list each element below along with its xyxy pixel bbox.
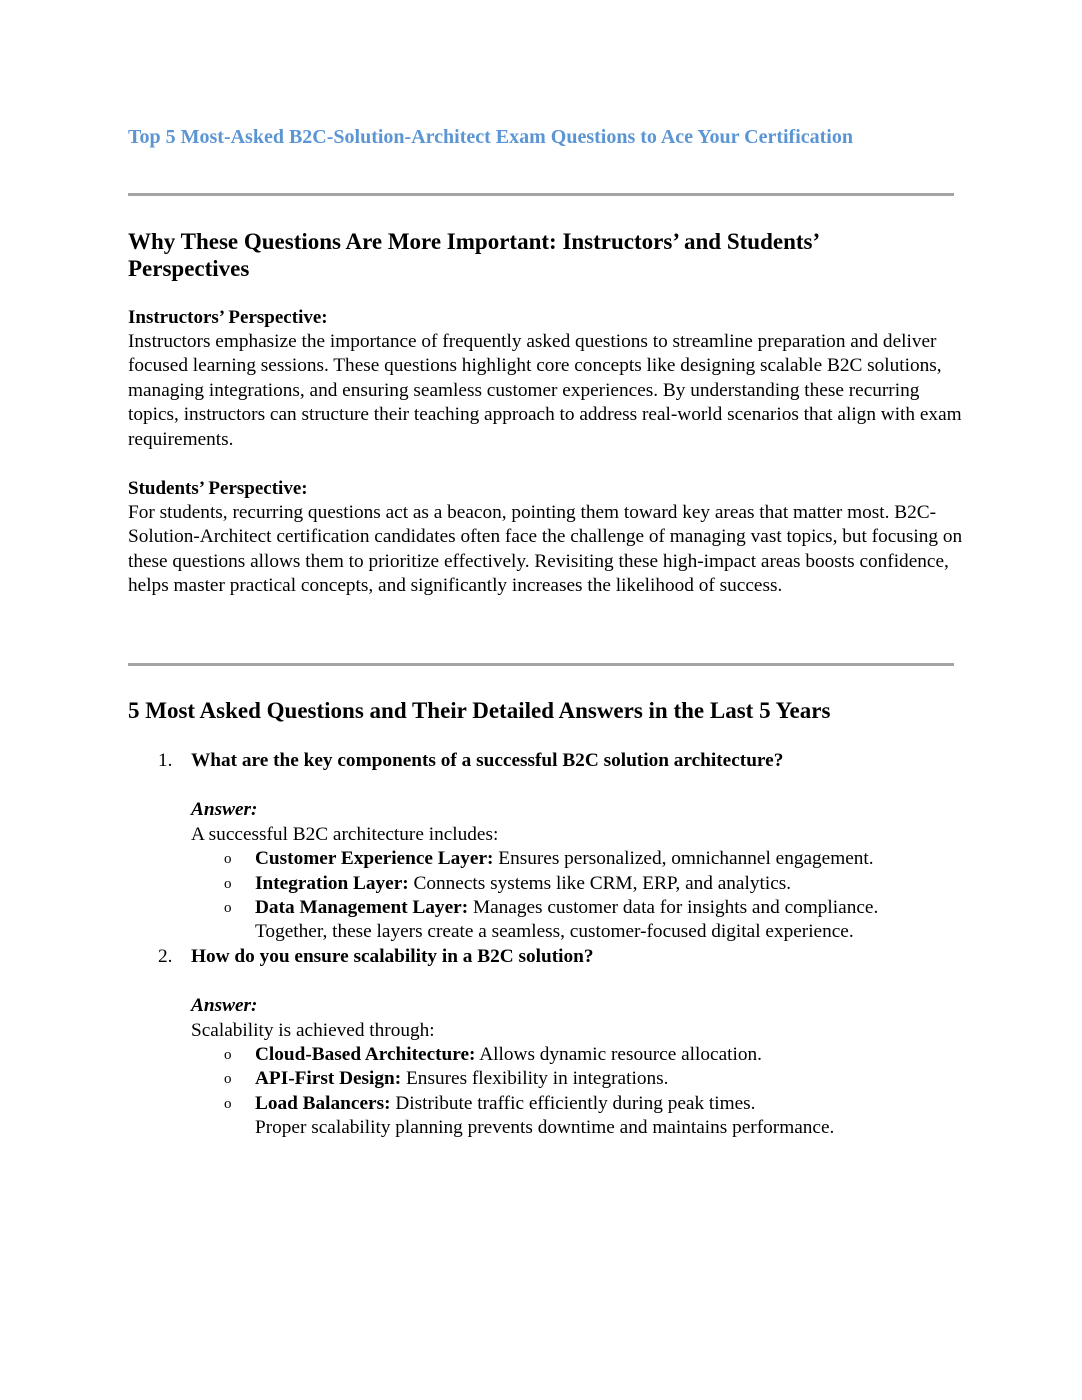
question-number: 2. [158, 945, 173, 967]
document-title: Top 5 Most-Asked B2C-Solution-Architect Exam Questions to Ace Your Certification [128, 126, 853, 148]
answer-point-text: Distribute traffic efficiently during peak times. [390, 1092, 756, 1114]
answer-closing: Together, these layers create a seamless, customer-focused digital experience. [255, 921, 854, 943]
answer-point-term: Customer Experience Layer: [255, 848, 494, 870]
answer-point-text: Manages customer data for insights and compliance. [468, 897, 879, 919]
answer-point [191, 1043, 968, 1067]
question-item [128, 945, 968, 1141]
instructors-perspective-text: Instructors emphasize the importance of frequently asked questions to streamline preparation and deliver focused learning sessions. These questions highlight core concepts like designing scalable B2C solutions, managing integrations, and ensuring seamless customer experiences. By understanding these recurring topics, instructors can structure their teaching approach to address real-world scenarios that align with exam requirements. [128, 331, 962, 450]
answer-points [191, 847, 968, 920]
bullet-circle-icon: o [224, 1071, 232, 1088]
answer-point-text: Allows dynamic resource allocation. [475, 1044, 762, 1066]
answer-point [191, 896, 968, 920]
bullet-circle-icon: o [224, 1095, 232, 1112]
answer-closing: Proper scalability planning prevents downtime and maintains performance. [255, 1117, 835, 1139]
answer-point [191, 1092, 968, 1116]
bullet-circle-icon: o [224, 1047, 232, 1064]
question-text: What are the key components of a successful B2C solution architecture? [191, 750, 784, 771]
answer-point-text: Ensures flexibility in integrations. [401, 1068, 669, 1090]
answer-point-term: Load Balancers: [255, 1092, 391, 1114]
answer-points [191, 1043, 968, 1116]
answer-point-text: Connects systems like CRM, ERP, and analytics. [408, 872, 792, 894]
bullet-circle-icon: o [224, 875, 232, 892]
horizontal-divider [128, 663, 954, 666]
answer-point-term: Cloud-Based Architecture: [255, 1044, 476, 1066]
answer-point [191, 872, 968, 896]
answer-point [191, 1067, 968, 1091]
why-section-heading: Why These Questions Are More Important: Instructors’ and Students’ Perspectives [128, 229, 819, 281]
question-number: 1. [158, 750, 173, 771]
question-list [128, 749, 968, 1141]
students-perspective-label: Students’ Perspective: [128, 478, 308, 499]
answer-point [191, 847, 968, 871]
answer-point-text: Ensures personalized, omnichannel engagement. [493, 848, 874, 870]
question-text: How do you ensure scalability in a B2C solution? [191, 945, 594, 967]
answer-point-term: Integration Layer: [255, 872, 409, 894]
answer-label: Answer: [191, 995, 258, 1017]
bullet-circle-icon: o [224, 851, 232, 868]
answer-intro: A successful B2C architecture includes: [191, 823, 499, 845]
bullet-circle-icon: o [224, 900, 232, 917]
answer-point-term: Data Management Layer: [255, 897, 469, 919]
horizontal-divider [128, 193, 954, 196]
question-item [128, 749, 968, 945]
questions-section-heading: 5 Most Asked Questions and Their Detailed Answers in the Last 5 Years [128, 698, 831, 723]
students-perspective-text: For students, recurring questions act as a beacon, pointing them toward key areas that matter most. B2C-Solution-Architect certification candidates often face the challenge of managing vast topics, but focusing on these questions allows them to prioritize effectively. Revisiting these high-impact areas boosts confidence, helps master practical concepts, and significantly increases the likelihood of success. [128, 502, 963, 597]
answer-point-term: API-First Design: [255, 1068, 402, 1090]
instructors-perspective-label: Instructors’ Perspective: [128, 307, 328, 328]
answer-intro: Scalability is achieved through: [191, 1019, 435, 1041]
answer-label: Answer: [191, 799, 258, 821]
